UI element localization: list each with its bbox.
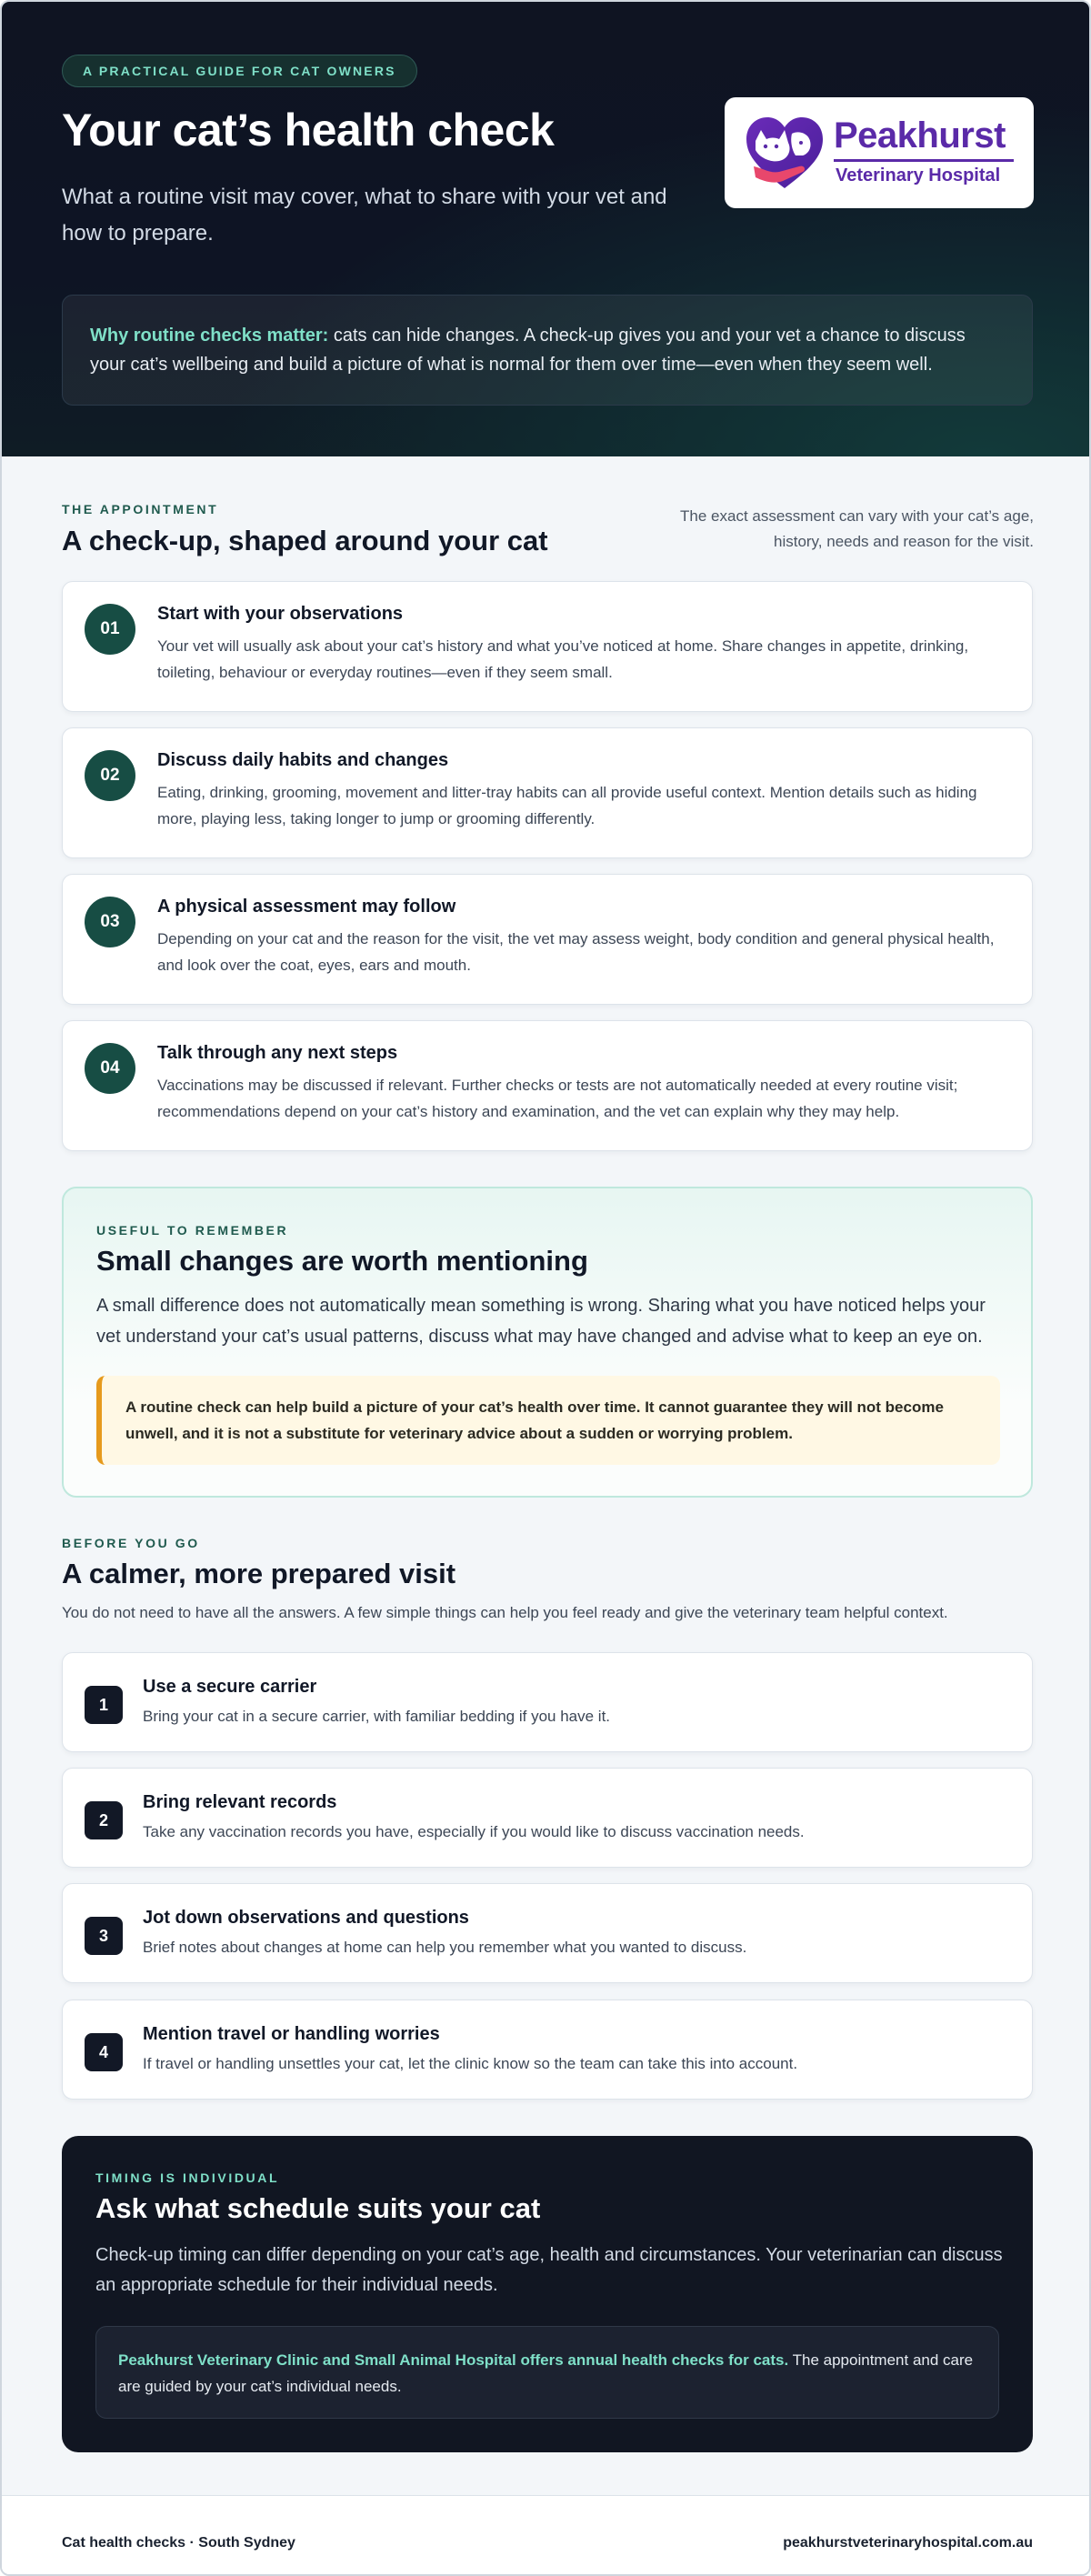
step-title: Discuss daily habits and changes: [157, 750, 449, 770]
clinic-logo[interactable]: [725, 97, 1034, 208]
prep-item-title: Jot down observations and questions: [143, 1908, 469, 1928]
footer-website-link[interactable]: peakhurstveterinaryhospital.com.au: [783, 2535, 1033, 2551]
guide-pill: A PRACTICAL GUIDE FOR CAT OWNERS: [62, 55, 417, 87]
useful-body: A small difference does not automatically mean something is wrong. Sharing what you have noticed helps your vet understand your cat’s usual patterns, discuss what may have changed and advise what to keep an eye on.: [96, 1296, 986, 1347]
timing-highlight-box: [95, 2326, 999, 2419]
page-subtitle: What a routine visit may cover, what to share with your vet and how to prepare.: [62, 185, 667, 246]
prep-item-title: Mention travel or handling worries: [143, 2024, 440, 2044]
prep-intro: You do not need to have all the answers. A few simple things can help you feel ready and give the veterinary team helpful context.: [62, 1604, 948, 1621]
heart-cat-dog-hand-icon: [743, 114, 826, 192]
prep-eyebrow: BEFORE YOU GO: [62, 1536, 200, 1550]
step-body: Vaccinations may be discussed if relevant. Further checks or tests are not automatically needed at every routine visit; recommendations depend on your cat’s history and examination, and the vet can explain why they may help.: [157, 1077, 958, 1120]
appointment-note: The exact assessment can vary with your cat’s age, history, needs and reason for the visit.: [680, 507, 1034, 550]
why-text: cats can hide changes. A check-up gives you and your vet a chance to discuss your cat’s wellbeing and build a picture of what is normal for them over time—even when they seem well.: [90, 326, 966, 375]
prep-number-badge: 3: [85, 1917, 123, 1955]
timing-text: The appointment and care are guided by your cat’s individual needs.: [118, 2351, 974, 2395]
footer: [2, 2495, 1091, 2576]
hero-section: [2, 2, 1091, 456]
useful-title: Small changes are worth mentioning: [96, 1245, 588, 1277]
prep-number-badge: 4: [85, 2033, 123, 2071]
step-number-badge: 03: [85, 897, 135, 947]
step-number-badge: 04: [85, 1043, 135, 1094]
prep-item-title: Bring relevant records: [143, 1792, 337, 1812]
step-number-badge: 01: [85, 604, 135, 655]
prep-item: [62, 2000, 1033, 2100]
step-card: [62, 727, 1033, 858]
timing-eyebrow: TIMING IS INDIVIDUAL: [95, 2170, 280, 2185]
timing-title: Ask what schedule suits your cat: [95, 2192, 541, 2224]
timing-body: Check-up timing can differ depending on your cat’s age, health and circumstances. Your veterinarian can discuss an appropriate schedule for their individual needs.: [95, 2245, 1003, 2295]
prep-item: [62, 1652, 1033, 1752]
why-callout: [62, 295, 1033, 406]
why-lead: Why routine checks matter:: [90, 326, 329, 346]
prep-item: [62, 1768, 1033, 1868]
step-card: [62, 874, 1033, 1005]
useful-callout: [62, 1187, 1033, 1498]
page-title: Your cat’s health check: [62, 105, 555, 155]
step-card: [62, 1020, 1033, 1151]
clinic-name: Peakhurst: [834, 115, 1006, 155]
step-number-badge: 02: [85, 750, 135, 801]
prep-item-body: Brief notes about changes at home can help you remember what you wanted to discuss.: [143, 1939, 747, 1956]
timing-highlight: Peakhurst Veterinary Clinic and Small Animal Hospital offers annual health checks for cats.: [118, 2351, 789, 2369]
prep-item: [62, 1883, 1033, 1983]
step-body: Eating, drinking, grooming, movement and litter-tray habits can all provide useful context. Mention details such as hiding more, playing less, taking longer to jump or grooming differently.: [157, 784, 977, 827]
prep-item-body: Bring your cat in a secure carrier, with familiar bedding if you have it.: [143, 1708, 611, 1725]
prep-item-body: If travel or handling unsettles your cat, let the clinic know so the team can take this into account.: [143, 2055, 798, 2072]
footer-tagline: Cat health checks · South Sydney: [62, 2535, 295, 2551]
prep-title: A calmer, more prepared visit: [62, 1558, 456, 1589]
step-title: Talk through any next steps: [157, 1043, 398, 1063]
warning-note: A routine check can help build a picture of your cat’s health over time. It cannot guarantee they will not become unwell, and it is not a substitute for veterinary advice about a sudden or worrying problem.: [96, 1376, 1000, 1465]
step-title: A physical assessment may follow: [157, 897, 456, 917]
timing-section: [62, 2136, 1033, 2452]
step-body: Your vet will usually ask about your cat’s history and what you’ve noticed at home. Share changes in appetite, drinking, toileting, behaviour or everyday routines—even if they seem small.: [157, 637, 969, 681]
prep-item-body: Take any vaccination records you have, especially if you would like to discuss vaccination needs.: [143, 1823, 805, 1840]
prep-number-badge: 1: [85, 1686, 123, 1724]
appointment-eyebrow: THE APPOINTMENT: [62, 502, 219, 516]
appointment-title: A check-up, shaped around your cat: [62, 525, 548, 556]
prep-number-badge: 2: [85, 1801, 123, 1839]
logo-divider: [834, 159, 1014, 162]
clinic-subname: Veterinary Hospital: [836, 165, 1001, 185]
step-card: [62, 581, 1033, 712]
step-body: Depending on your cat and the reason for the visit, the vet may assess weight, body condition and general physical health, and look over the coat, eyes, ears and mouth.: [157, 930, 995, 974]
prep-item-title: Use a secure carrier: [143, 1677, 317, 1697]
useful-eyebrow: USEFUL TO REMEMBER: [96, 1223, 289, 1238]
step-title: Start with your observations: [157, 604, 404, 624]
